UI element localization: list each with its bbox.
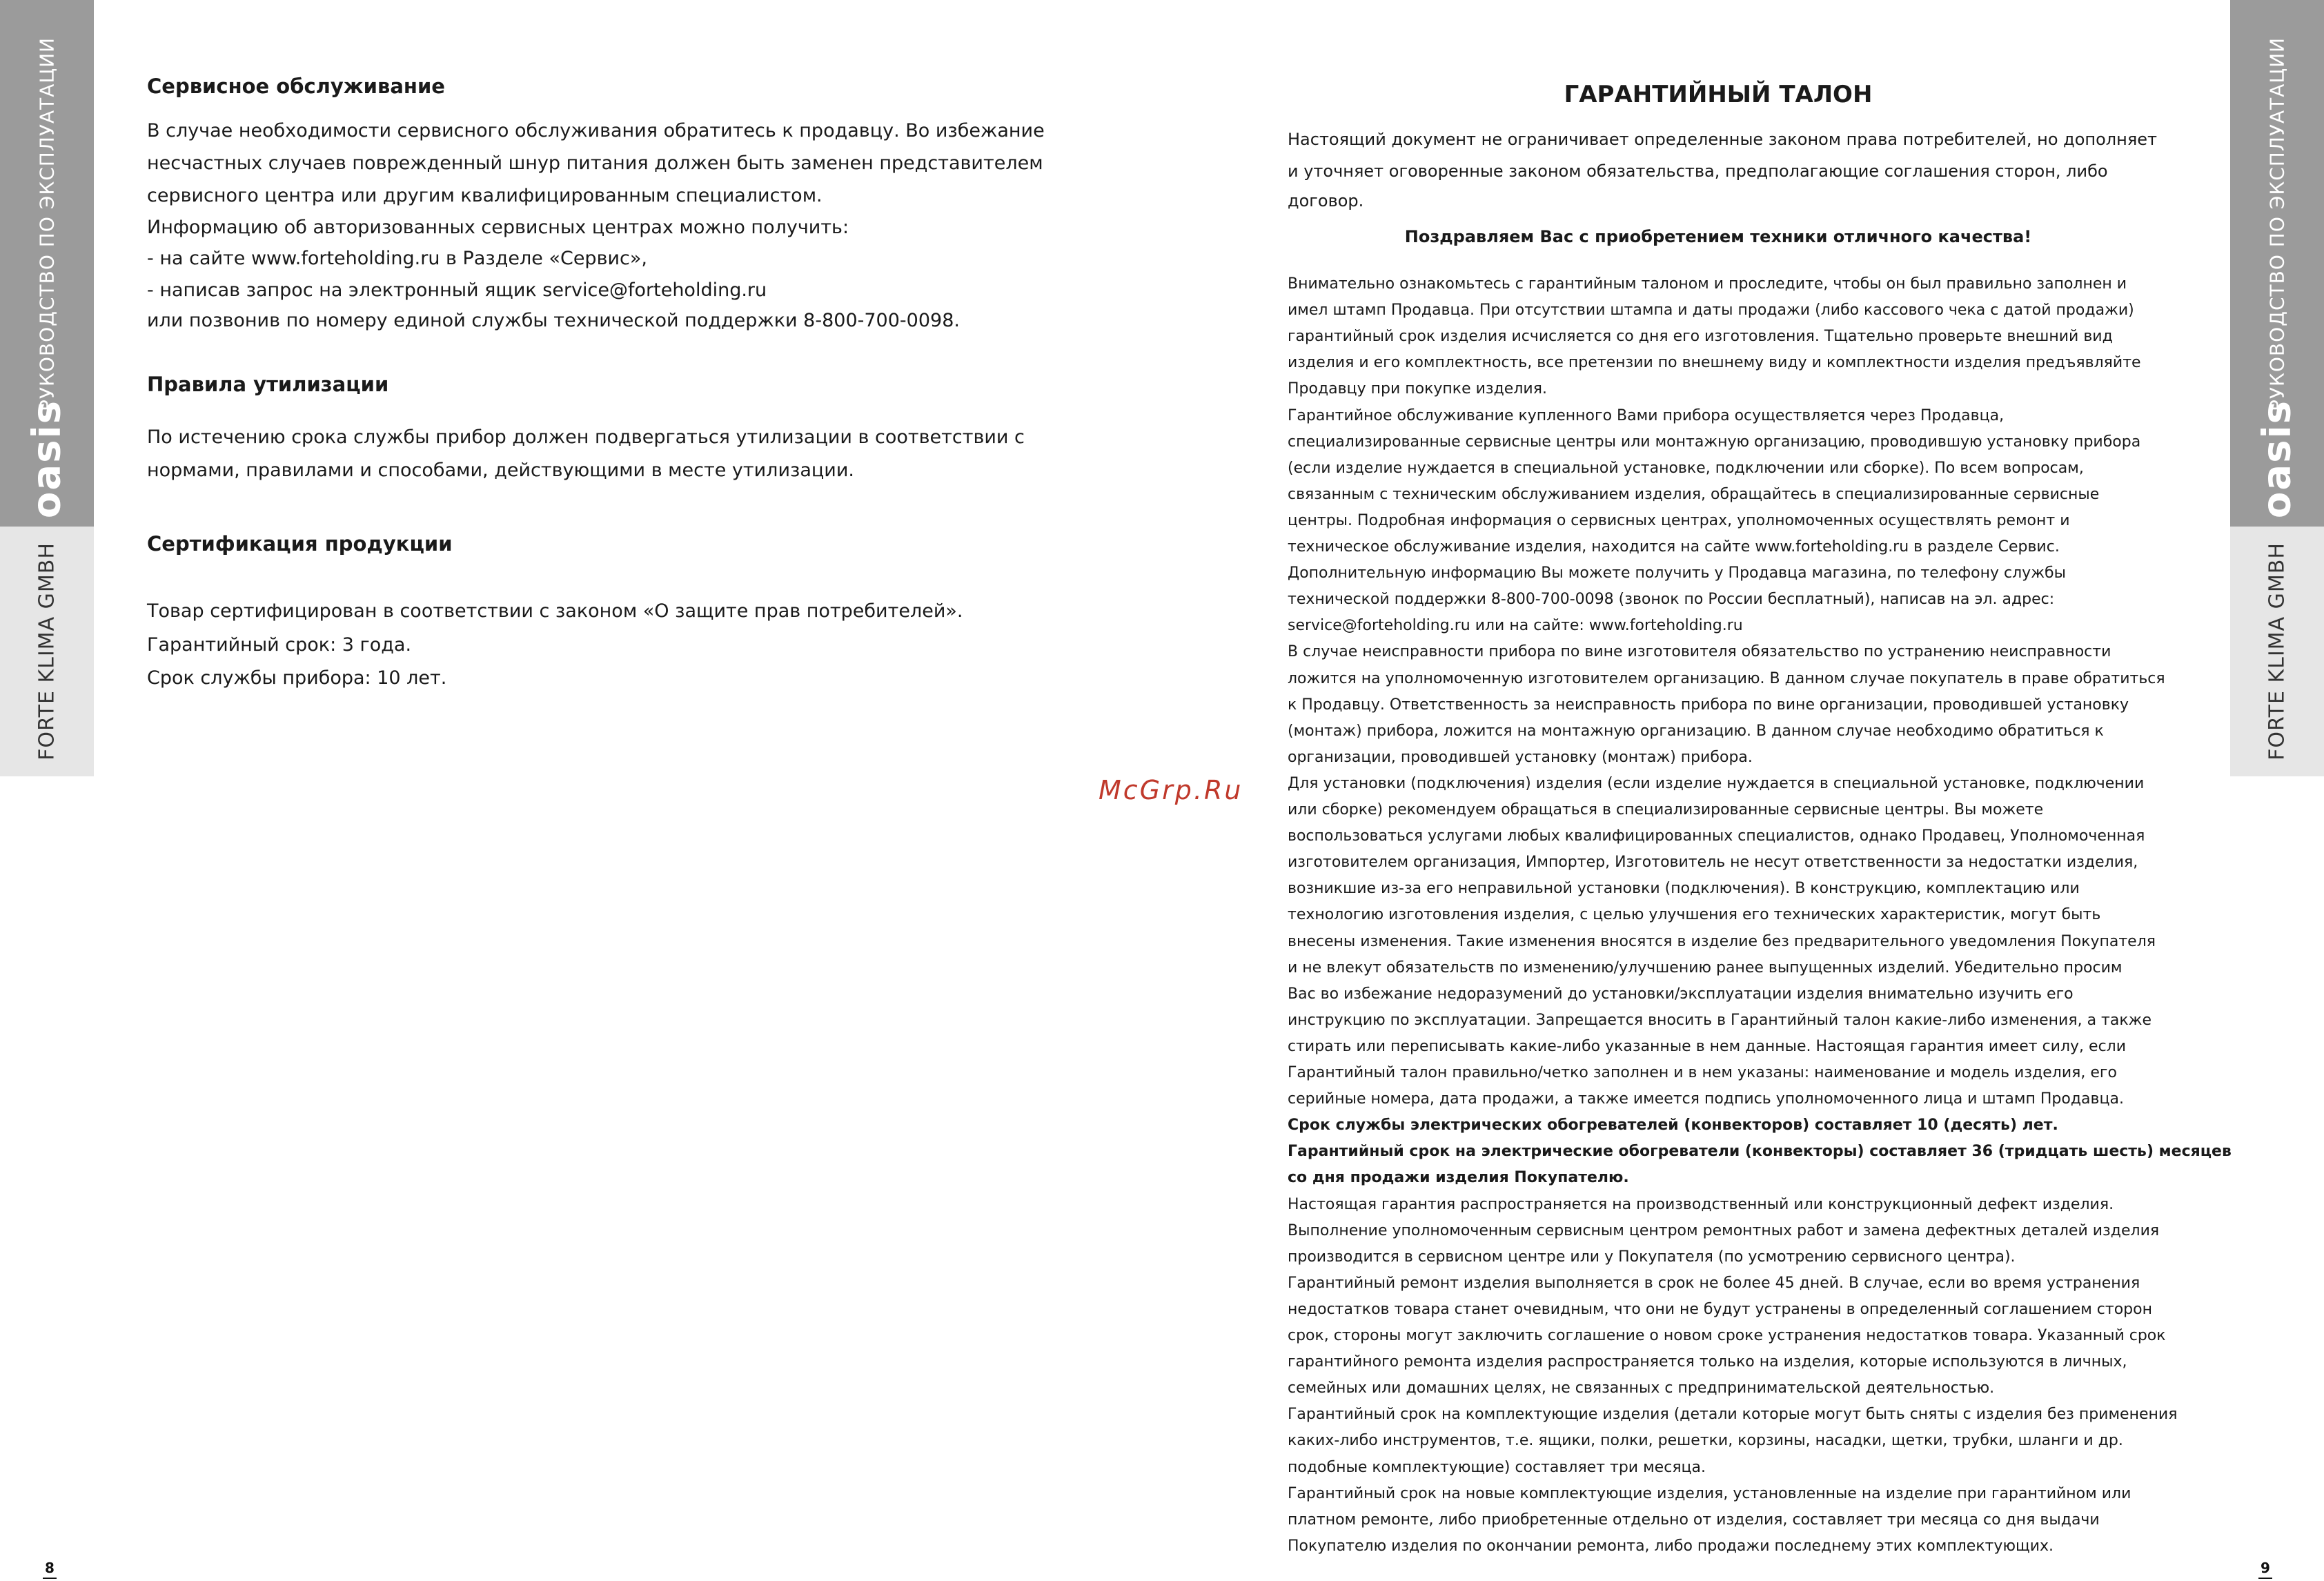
warranty-line: специализированные сервисные центры или монтажную организацию, проводившую установку прибора: [1288, 433, 2141, 451]
intro-line: Настоящий документ не ограничивает определенные законом права потребителей, но дополняет: [1288, 130, 2158, 149]
warranty-line: service@forteholding.ru или на сайте: www.forteholding.ru: [1288, 617, 1743, 635]
warranty-line: Гарантийный ремонт изделия выполняется в срок не более 45 дней. В случае, если во время устранения: [1288, 1274, 2140, 1292]
warranty-line: В случае неисправности прибора по вине изготовителя обязательство по устранению неисправности: [1288, 643, 2111, 661]
warranty-line: Гарантийный срок на комплектующие изделия (детали которые могут быть сняты с изделия без применения: [1288, 1406, 2178, 1424]
warranty-line: и не влекут обязательств по изменению/улучшению ранее выпущенных изделий. Убедительно просим: [1288, 959, 2123, 976]
warranty-line: гарантийного ремонта изделия распространяется только на изделия, которые используются в личных,: [1288, 1353, 2127, 1371]
company-label: FORTE KLIMA GMBH: [35, 542, 59, 760]
warranty-line: Продавцу при покупке изделия.: [1288, 380, 1547, 398]
sidebar-bottom-band: [0, 527, 94, 776]
warranty-line: серийные номера, дата продажи, а также имеется подпись уполномоченного лица и штамп Продавца.: [1288, 1090, 2124, 1108]
watermark: McGrp.Ru: [1099, 775, 1243, 805]
warranty-line: Выполнение уполномоченным сервисным центром ремонтных работ и замена дефектных деталей изделия: [1288, 1221, 2160, 1239]
certification-line: Товар сертифицирован в соответствии с законом «О защите прав потребителей».: [147, 600, 963, 622]
disposal-heading: Правила утилизации: [147, 373, 389, 396]
warranty-line: центры. Подробная информация о сервисных центрах, уполномоченных осуществлять ремонт и: [1288, 511, 2070, 529]
warranty-line: (если изделие нуждается в специальной установке, подключении или сборке). По всем вопросам,: [1288, 459, 2084, 477]
service-line: В случае необходимости сервисного обслуживания обратитесь к продавцу. Во избежание: [147, 120, 1045, 141]
warranty-line: Внимательно ознакомьтесь с гарантийным талоном и проследите, чтобы он был правильно заполнен и: [1288, 275, 2127, 293]
warranty-line: имел штамп Продавца. При отсутствии штампа и даты продажи (либо кассового чека с датой продажи): [1288, 302, 2134, 320]
brand-logo: oasis: [2254, 399, 2300, 519]
warranty-bold-line: Гарантийный срок на электрические обогреватели (конвекторы) составляет 36 (тридцать шесть) месяцев: [1288, 1143, 2232, 1161]
warranty-line: каких-либо инструментов, т.е. ящики, полки, решетки, корзины, насадки, щетки, трубки, шланги и др.: [1288, 1432, 2123, 1450]
warranty-line: инструкцию по эксплуатации. Запрещается вносить в Гарантийный талон какие-либо изменения, а также: [1288, 1011, 2151, 1029]
service-line: сервисного центра или другим квалифицированным специалистом.: [147, 185, 823, 206]
warranty-line: организации, проводившей установку (монтаж) прибора.: [1288, 748, 1753, 766]
warranty-line: ложится на уполномоченную изготовителем организацию. В данном случае покупатель в праве обратиться: [1288, 669, 2165, 687]
sidebar-top-band: [2230, 0, 2324, 527]
service-line: - написав запрос на электронный ящик service@forteholding.ru: [147, 279, 767, 301]
warranty-line: производится в сервисном центре или у Покупателя (по усмотрению сервисного центра).: [1288, 1248, 2016, 1266]
warranty-line: или сборке) рекомендуем обращаться в специализированные сервисные центры. Вы можете: [1288, 801, 2044, 818]
manual-label: РУКОВОДСТВО ПО ЭКСПЛУАТАЦИИ: [35, 37, 59, 411]
warranty-bold-line: со дня продажи изделия Покупателю.: [1288, 1169, 1629, 1187]
page-number-right: 9: [2261, 1560, 2270, 1576]
warranty-line: (монтаж) прибора, ложится на монтажную организацию. В данном случае необходимо обратиться к: [1288, 722, 2104, 740]
service-line: - на сайте www.forteholding.ru в Разделе «Сервис»,: [147, 248, 647, 269]
page-number-rule: [2258, 1578, 2272, 1579]
intro-line: договор.: [1288, 191, 1364, 210]
warranty-line: технической поддержки 8-800-700-0098 (звонок по России бесплатный), написав на эл. адрес:: [1288, 591, 2055, 609]
warranty-line: внесены изменения. Такие изменения вносятся в изделие без предварительного уведомления Покупателя: [1288, 932, 2156, 950]
warranty-line: Для установки (подключения) изделия (если изделие нуждается в специальной установке, подключении: [1288, 774, 2145, 792]
manual-label: РУКОВОДСТВО ПО ЭКСПЛУАТАЦИИ: [2265, 37, 2289, 411]
sidebar-top-band: [0, 0, 94, 527]
warranty-line: Гарантийное обслуживание купленного Вами прибора осуществляется через Продавца,: [1288, 406, 2005, 424]
warranty-bold-line: Срок службы электрических обогревателей (конвекторов) составляет 10 (десять) лет.: [1288, 1117, 2058, 1135]
warranty-line: связанным с техническим обслуживанием изделия, обращайтесь в специализированные сервисные: [1288, 485, 2100, 503]
page-number-left: 8: [45, 1560, 55, 1576]
warranty-title: ГАРАНТИЙНЫЙ ТАЛОН: [1564, 81, 1873, 108]
company-label: FORTE KLIMA GMBH: [2265, 542, 2289, 760]
warranty-line: изделия и его комплектность, все претензии по внешнему виду и комплектности изделия предъявляйте: [1288, 354, 2141, 372]
certification-line: Гарантийный срок: 3 года.: [147, 634, 412, 656]
warranty-line: воспользоваться услугами любых квалифицированных специалистов, однако Продавец, Уполномоченная: [1288, 827, 2145, 845]
certification-heading: Сертификация продукции: [147, 532, 453, 556]
disposal-line: По истечению срока службы прибор должен подвергаться утилизации в соответствии с: [147, 426, 1025, 448]
warranty-line: Настоящая гарантия распространяется на производственный или конструкционный дефект изделия.: [1288, 1195, 2114, 1213]
warranty-line: техническое обслуживание изделия, находится на сайте www.forteholding.ru в разделе Сервис.: [1288, 538, 2060, 556]
service-heading: Сервисное обслуживание: [147, 75, 445, 98]
warranty-line: технологию изготовления изделия, с целью улучшения его технических характеристик, могут быть: [1288, 906, 2101, 924]
service-line: Информацию об авторизованных сервисных центрах можно получить:: [147, 217, 849, 238]
certification-line: Срок службы прибора: 10 лет.: [147, 667, 447, 689]
warranty-line: к Продавцу. Ответственность за неисправность прибора по вине организации, проводившей установку: [1288, 696, 2129, 714]
warranty-line: Вас во избежание недоразумений до установки/эксплуатации изделия внимательно изучить его: [1288, 985, 2074, 1003]
service-line: или позвонив по номеру единой службы технической поддержки 8-800-700-0098.: [147, 310, 960, 331]
warranty-line: Гарантийный талон правильно/четко заполнен и в нем указаны: наименование и модель изделия, его: [1288, 1064, 2117, 1081]
warranty-line: изготовителем организация, Импортер, Изготовитель не несут ответственности за недостатки изделия,: [1288, 854, 2138, 872]
intro-line: и уточняет оговоренные законом обязательства, предполагающие соглашения сторон, либо: [1288, 161, 2108, 181]
warranty-line: семейных или домашних целях, не связанных с предпринимательской деятельностью.: [1288, 1379, 1995, 1397]
warranty-line: Покупателю изделия по окончании ремонта, либо продажи последнему этих комплектующих.: [1288, 1537, 2054, 1555]
warranty-line: подобные комплектующие) составляет три месяца.: [1288, 1458, 1706, 1476]
warranty-line: Дополнительную информацию Вы можете получить у Продавца магазина, по телефону службы: [1288, 564, 2066, 582]
warranty-line: стирать или переписывать какие-либо указанные в нем данные. Настоящая гарантия имеет силу, если: [1288, 1037, 2127, 1055]
congrats-line: Поздравляем Вас с приобретением техники отличного качества!: [1404, 227, 2032, 246]
sidebar-bottom-band: [2230, 527, 2324, 776]
warranty-line: возникшие из-за его неправильной установки (подключения). В конструкцию, комплектацию или: [1288, 880, 2080, 898]
brand-logo: oasis: [24, 399, 70, 519]
warranty-line: срок, стороны могут заключить соглашение о новом сроке устранения недостатков товара. Указанный срок: [1288, 1327, 2166, 1344]
warranty-line: платном ремонте, либо приобретенные отдельно от изделия, составляет три месяца со дня выдачи: [1288, 1511, 2100, 1529]
page-number-rule: [43, 1578, 57, 1579]
disposal-line: нормами, правилами и способами, действующими в месте утилизации.: [147, 460, 854, 481]
warranty-line: Гарантийный срок на новые комплектующие изделия, установленные на изделие при гарантийном или: [1288, 1484, 2131, 1502]
service-line: несчастных случаев поврежденный шнур питания должен быть заменен представителем: [147, 153, 1043, 174]
warranty-line: недостатков товара станет очевидным, что они не будут устранены в определенный соглашением сторон: [1288, 1300, 2152, 1318]
warranty-line: гарантийный срок изделия исчисляется со дня его изготовления. Тщательно проверьте внешний вид: [1288, 328, 2113, 346]
